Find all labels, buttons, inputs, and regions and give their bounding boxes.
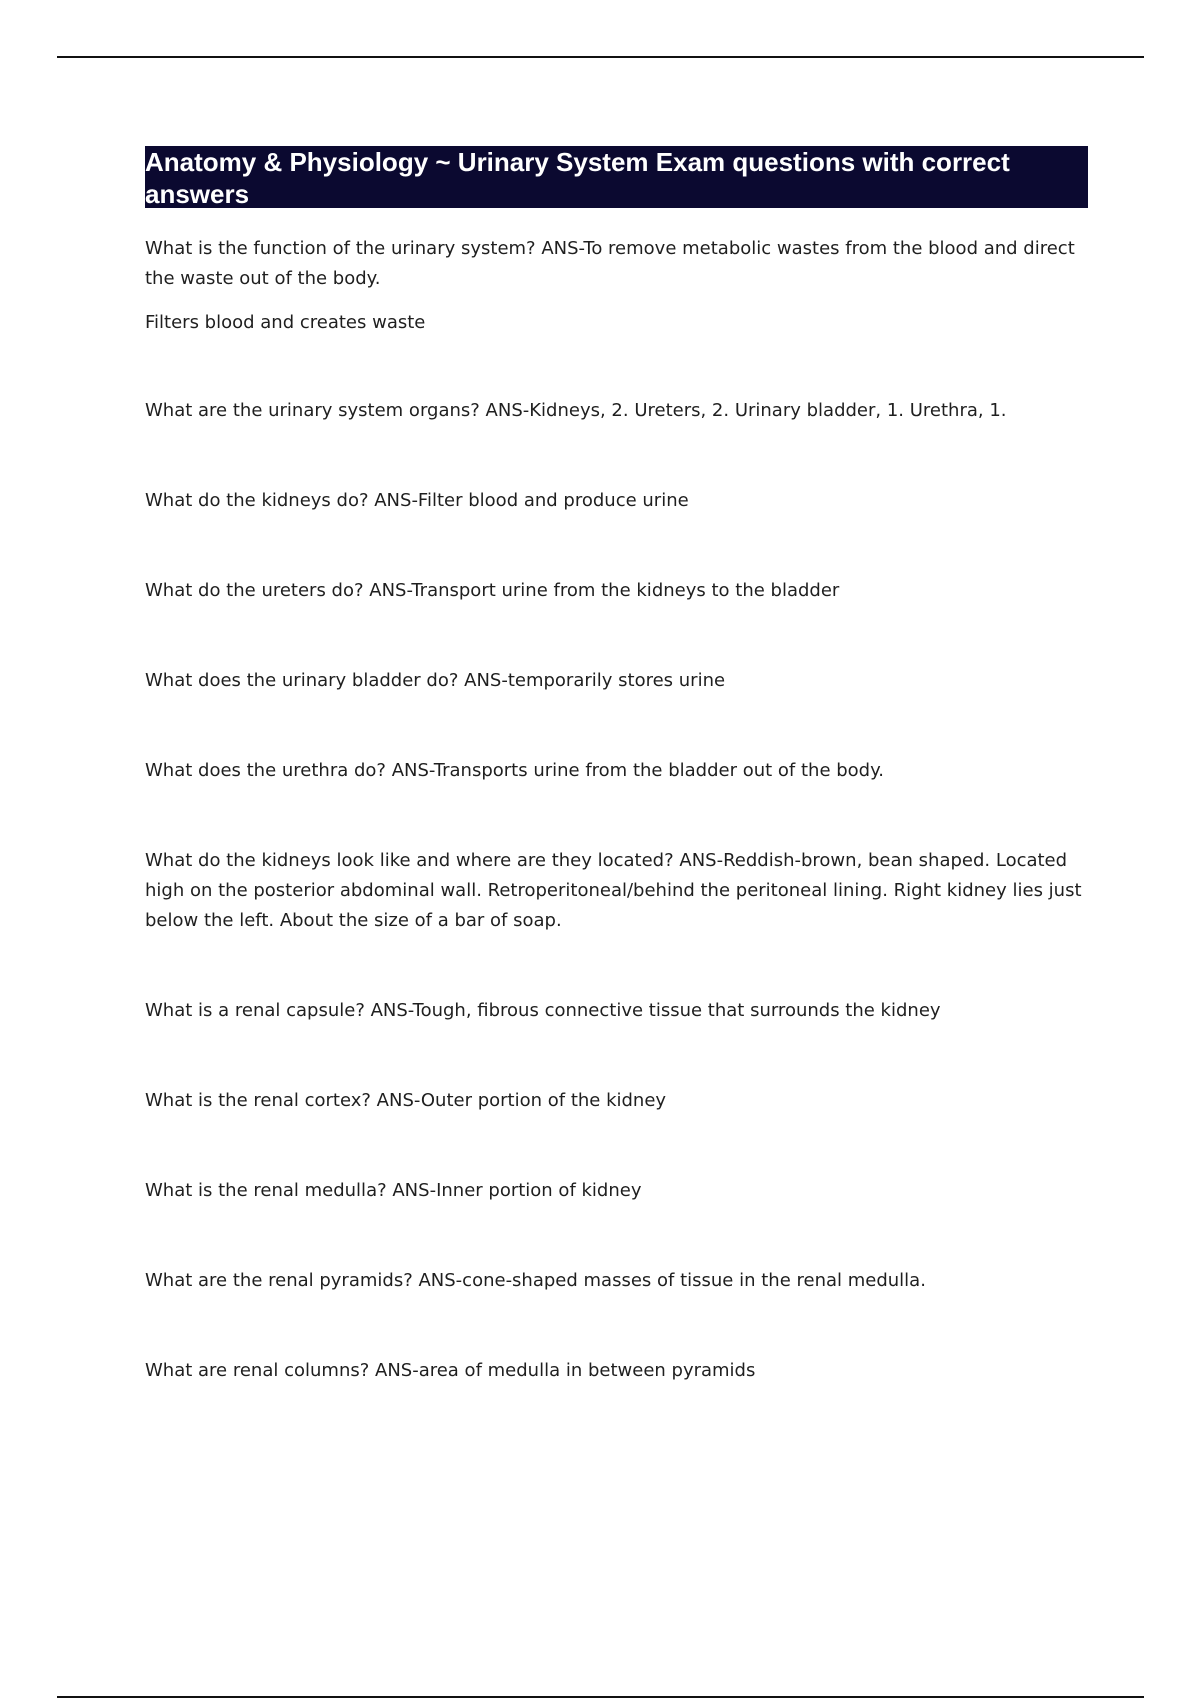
qa-item: What are renal columns? ANS-area of medulla in between pyramids	[145, 1360, 756, 1381]
qa-item: What are the renal pyramids? ANS-cone-shaped masses of tissue in the renal medulla.	[145, 1270, 926, 1291]
document-title: Anatomy & Physiology ~ Urinary System Exam questions with correct answers	[145, 146, 1088, 208]
qa-item: What is the renal cortex? ANS-Outer portion of the kidney	[145, 1090, 667, 1111]
qa-list	[145, 234, 1088, 1386]
qa-item: What is a renal capsule? ANS-Tough, fibrous connective tissue that surrounds the kidney	[145, 1000, 941, 1021]
qa-item: What do the ureters do? ANS-Transport urine from the kidneys to the bladder	[145, 580, 840, 601]
qa-item: What do the kidneys do? ANS-Filter blood and produce urine	[145, 490, 689, 511]
top-divider	[57, 56, 1144, 58]
qa-item: What does the urinary bladder do? ANS-temporarily stores urine	[145, 670, 726, 691]
bottom-divider	[57, 1696, 1144, 1698]
qa-item: What are the urinary system organs? ANS-Kidneys, 2. Ureters, 2. Urinary bladder, 1. Urethra, 1.	[145, 400, 1007, 421]
qa-item: What is the function of the urinary system? ANS-To remove metabolic wastes from the blood and direct the waste out of the body.	[145, 238, 1075, 289]
qa-item: What does the urethra do? ANS-Transports urine from the bladder out of the body.	[145, 760, 884, 781]
qa-note: Filters blood and creates waste	[145, 312, 426, 333]
qa-item: What is the renal medulla? ANS-Inner portion of kidney	[145, 1180, 642, 1201]
qa-item: What do the kidneys look like and where are they located? ANS-Reddish-brown, bean shaped. Located high on the posterior abdominal wall. Retroperitoneal/behind the peritoneal lining. Right kidney lies just below the left. About the size of a bar of soap.	[145, 850, 1082, 931]
